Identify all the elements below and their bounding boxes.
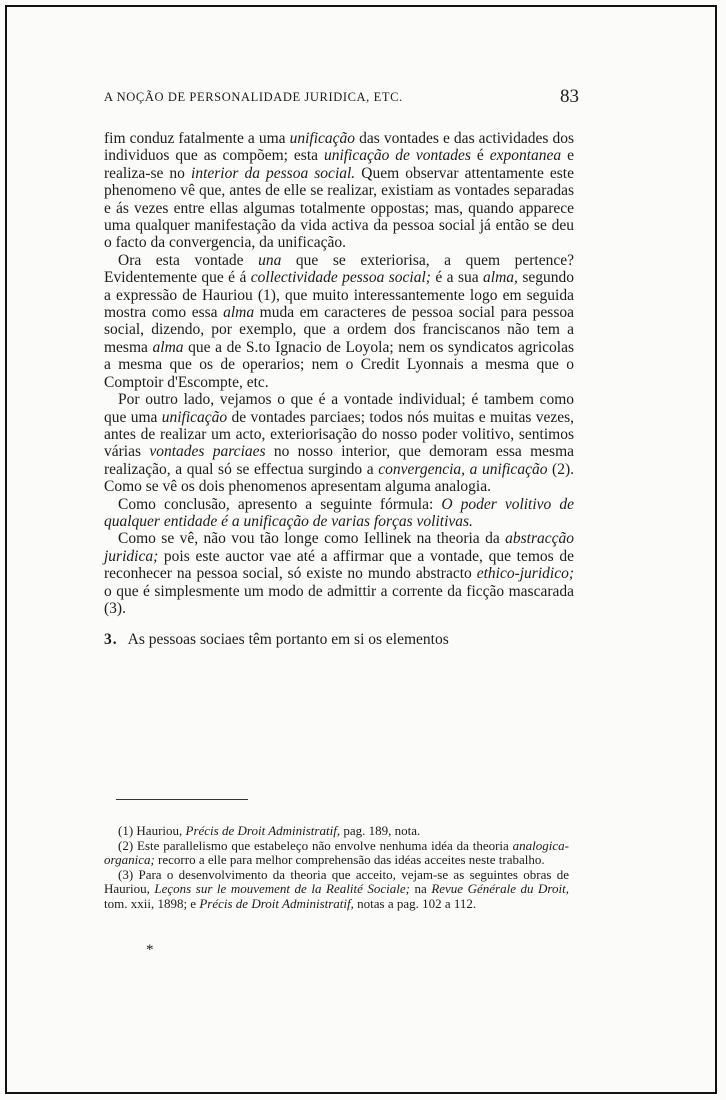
italic-run-3: vontades parciaes [149, 443, 266, 461]
asterisk-mark: * [146, 942, 154, 958]
italic-run-1: Leçons sur le mouvement de la Realité Sociale; [154, 881, 410, 897]
text-run-6: (2). Como se vê os dois phenomenos apresentam alguma analogia. [104, 460, 575, 496]
footnote-rule [116, 799, 248, 800]
text-run-2: recorro a elle para melhor comprehensão das idéas acceites neste trabalho. [154, 852, 545, 868]
text-run-4: é [470, 147, 490, 165]
text-run-4: é a sua [430, 269, 484, 287]
italic-run-5: alma, [483, 269, 518, 287]
text-run-8: Quem observar attentamente este phenomeno vê que, antes de elle se realizar, existiam as vontades separadas e ás vezes entre ellas algumas totalmente oppostas; mas, quando apparece uma qualquer manifestação da vida activa da pessoa social já então se deu o facto da convergencia, da unificação. [104, 164, 574, 252]
text-run-2: na [409, 881, 432, 897]
text-run-0: Por outro lado, vejamos o que é a vontade individual; é tambem como que uma [104, 391, 574, 426]
paragraph-3 [104, 391, 574, 495]
section-text: As pessoas sociaes têm portanto em si os elementos [127, 631, 449, 649]
text-run-2: de vontades parciaes; todos nós muitas e muitas vezes, antes de realizar um acto, exteriorisação do nosso poder volitivo, sentimos várias [104, 408, 574, 461]
text-run-4: tom. xxii, 1898; e [104, 895, 200, 911]
italic-run-1: analogica-organica; [104, 837, 569, 868]
text-run-0: (3) Para o desenvolvimento da theoria que acceito, vejam-se as seguintes obras de Hauriou, [104, 866, 569, 897]
italic-run-3: unificação de vontades [323, 147, 471, 165]
text-run-0: (2) Este parallelismo que estabeleço não envolve nenhuma idéa da theoria [118, 837, 513, 853]
body-text [104, 130, 574, 649]
text-run-0: Como se vê, não vou tão longe como Iellinek na theoria da [118, 530, 506, 548]
section-number: 3. [104, 631, 118, 649]
footnote-3 [104, 868, 569, 912]
section-3-paragraph [104, 631, 574, 648]
text-run-0: Como conclusão, apresento a seguinte fórmula: [118, 495, 442, 513]
text-run-4: no nosso interior, que demoram essa mesma realização, a qual só se effectua surgindo a [104, 443, 575, 478]
footnote-2 [104, 839, 569, 868]
text-run-8: muda em caracteres de pessoa social para pessoa social, dizendo, por exemplo, que a ordem dos franciscanos não tem a mesma [104, 304, 574, 356]
italic-run-7: interior da pessoa social. [191, 164, 356, 182]
italic-run-1: Précis de Droit Administratif, [185, 823, 341, 838]
italic-run-1: una [258, 251, 282, 269]
italic-run-1: unificação [161, 408, 228, 426]
italic-run-1: O poder volitivo de qualquer entidade é a unificação de varias forças volitivas. [104, 495, 574, 530]
text-run-6: e realiza-se no [104, 147, 574, 182]
text-run-10: que a de S.to Ignacio de Loyola; nem os syndicatos agricolas a mesma que os de operarios; nem o Credit Lyonnais a mesma que o Comptoir d'Escompte, etc. [104, 338, 574, 391]
text-run-6: notas a pag. 102 a 112. [353, 895, 477, 911]
text-run-6: segundo a expressão de Hauriou (1), que muito interessantemente logo em seguida mostra como essa [104, 269, 575, 322]
paragraph-4 [104, 496, 574, 531]
page-number: 83 [560, 86, 579, 107]
text-run-0: fim conduz fatalmente a uma [104, 130, 290, 147]
paragraph-1 [104, 130, 574, 252]
italic-run-5: convergencia, a unificação [378, 460, 548, 478]
text-run-0: Ora esta vontade [118, 251, 259, 269]
paragraph-5 [104, 530, 574, 617]
text-run-0: (1) Hauriou, [118, 823, 186, 838]
italic-run-3: ethico-juridico; [476, 565, 574, 583]
text-run-2: que se exteriorisa, a quem pertence? Evidentemente que é á [104, 251, 574, 287]
text-run-4: o que é simplesmente um modo de admittir a corrente da ficção mascarada (3). [104, 582, 574, 617]
text-run-2: pag. 189, nota. [340, 823, 421, 838]
italic-run-1: abstracção juridica; [104, 530, 574, 565]
italic-run-1: unificação [289, 130, 356, 147]
italic-run-3: Revue Générale du Droit, [431, 881, 569, 897]
footnotes [104, 824, 569, 912]
italic-run-7: alma [223, 304, 255, 322]
footnote-1 [104, 824, 569, 839]
italic-run-9: alma [152, 338, 184, 356]
running-title: A NOÇÃO DE PERSONALIDADE JURIDICA, ETC. [104, 90, 403, 104]
italic-run-3: collectividade pessoa social; [250, 269, 431, 287]
text-run-2: das vontades e das actividades dos individuos que as compõem; esta [104, 130, 574, 165]
paragraph-2 [104, 252, 574, 391]
italic-run-5: expontanea [489, 147, 562, 165]
italic-run-5: Précis de Droit Administratif, [199, 895, 354, 911]
text-run-2: pois este auctor vae até a affirmar que a vontade, que temos de reconhecer na pessoa social, só existe no mundo abstracto [104, 547, 574, 583]
